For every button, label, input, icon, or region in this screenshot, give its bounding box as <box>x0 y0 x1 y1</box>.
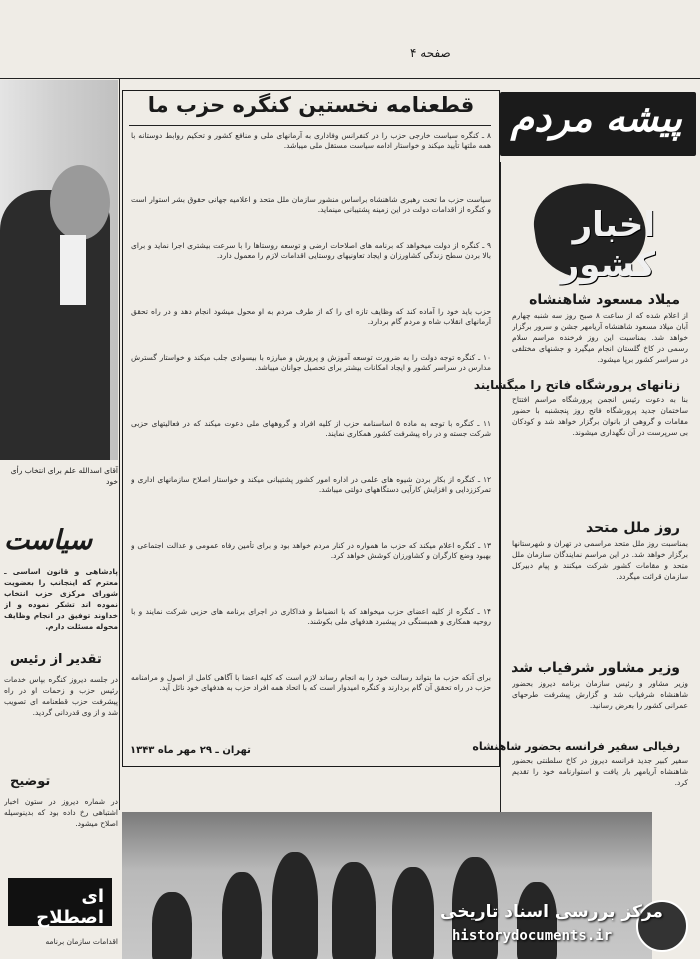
advertisement-box <box>8 878 112 926</box>
news-heading: رفیالی سفیر فرانسه بحضور شاهنشاه <box>472 740 680 753</box>
taqdir-title: تقدیر از رئیس <box>10 652 102 667</box>
resolution-paragraph: ۱۴ ـ کنگره از کلیه اعضای حزب میخواهد که با انضباط و فداکاری در اجرای برنامه های حزبی شرکت نمایند و با روحیه همکاری و همبستگی در پیشبرد هدفهای ملی بکوشند. <box>131 607 491 627</box>
watermark-title: مرکز بررسی اسناد تاریخی <box>440 902 663 922</box>
taqdir-text: در جلسه دیروز کنگره بپاس خدمات رئیس حزب و زحمات او در راه پیشرفت حزب قطعنامه ای تصویب شد و از وی قدردانی گردید. <box>4 675 118 717</box>
resolution-paragraph: ۱۰ ـ کنگره توجه دولت را به ضرورت توسعه آموزش و پرورش و مبارزه با بیسوادی جلب میکند و خواستار گسترش مدارس در سراسر کشور و ایجاد امکانات بیشتر برای تحصیل جوانان میباشد. <box>131 353 491 373</box>
title-rule <box>129 125 491 126</box>
portrait-photo <box>0 80 118 460</box>
banner-text: پیشه مردم <box>510 96 682 140</box>
resolution-paragraph: برای آنکه حزب ما بتواند رسالت خود را به انجام رساند لازم است که کلیه اعضا با آگاهی کامل از اصول و مرامنامه حزب در راه تحقق آن گام بردارند و کنگره امیدوار است که با اتحاد همه افراد حزب به هدفهای خود نائل آید. <box>131 673 491 693</box>
news-heading: میلاد مسعود شاهنشاه <box>529 292 680 308</box>
news-heading: روز ملل متحد <box>585 520 680 536</box>
section-banner <box>500 92 696 156</box>
tozih-text: در شماره دیروز در ستون اخبار اشتباهی رخ داده بود که بدینوسیله اصلاح میشود. <box>4 797 118 828</box>
photo-caption: آقای اسدالله علم برای انتخاب رأی خود <box>10 466 118 486</box>
news-heading: زنانهای پرورشگاه فاتح را میگشایند <box>473 378 680 392</box>
photo-shirt <box>60 235 86 305</box>
photo-figure <box>332 862 376 959</box>
photo-head <box>50 165 110 240</box>
watermark-url: historydocuments.ir <box>452 928 613 944</box>
resolution-date: تهران ـ ۲۹ مهر ماه ۱۳۴۳ <box>130 745 251 756</box>
footer-text: اقدامات سازمان برنامه <box>45 937 118 946</box>
siasat-text: پادشاهی و قانون اساسی ـ معترم که اینجانب را بعضویت شورای مرکزی حزب انتخاب نموده اند تشکر نموده و از خداوند توفیق در انجام وظایف محوله مسئلت دارم. <box>4 567 118 631</box>
column-divider-right <box>500 162 501 812</box>
resolution-paragraph: ۱۳ ـ کنگره اعلام میکند که حزب ما همواره در کنار مردم خواهد بود و برای تأمین رفاه عمومی و عدالت اجتماعی و بهبود وضع کارگران و کشاورزان کوشش خواهد کرد. <box>131 541 491 561</box>
news-text: وزیر مشاور و رئیس سازمان برنامه دیروز بحضور شاهنشاه شرفیاب شد و گزارش پیشرفت طرحهای عمرانی کشور را بعرض رسانید. <box>512 679 688 710</box>
top-rule <box>0 78 700 79</box>
photo-figure <box>392 867 434 959</box>
news-heading: وزیر مشاور شرفیاب شد <box>511 660 680 676</box>
photo-figure <box>222 872 262 959</box>
siasat-title: سیاست <box>4 525 93 556</box>
page-number: صفحه ۴ <box>410 46 451 60</box>
resolution-paragraph: ۸ ـ کنگره سیاست خارجی حزب را در کنفرانس وفاداری به آرمانهای ملی و منافع کشور و تحکیم روابط دوستانه با همه ملتها تأیید میکند و خواستار ادامه سیاست مستقل ملی میباشد. <box>131 131 491 151</box>
news-text: بمناسبت روز ملل متحد مراسمی در تهران و شهرستانها برگزار خواهد شد. در این مراسم نمایندگان سازمان ملل متحد و مقامات کشور شرکت میکنند و پیام دبیرکل سازمان قرائت میگردد. <box>512 539 688 581</box>
resolution-box <box>122 90 500 767</box>
column-divider-left <box>119 78 120 810</box>
news-text: سفیر کبیر جدید فرانسه دیروز در کاخ سلطنتی بحضور شاهنشاه آریامهر بار یافت و استوارنامه خود را تقدیم کرد. <box>512 756 688 787</box>
photo-figure <box>272 852 318 959</box>
resolution-paragraph: سیاست حزب ما تحت رهبری شاهنشاه براساس منشور سازمان ملل متحد و اعلامیه جهانی حقوق بشر استوار است و کنگره از اقدامات دولت در این زمینه پشتیبانی مینماید. <box>131 195 491 215</box>
tozih-title: توضیح <box>10 774 51 789</box>
resolution-paragraph: ۱۱ ـ کنگره با توجه به ماده ۵ اساسنامه حزب از کلیه افراد و گروههای ملی دعوت میکند که در فعالیتهای حزبی شرکت جسته و در راه پیشرفت کشور همکاری نمایند. <box>131 419 491 439</box>
resolution-title: قطعنامه نخستین کنگره حزب ما <box>147 93 475 117</box>
resolution-paragraph: ۱۲ ـ کنگره از بکار بردن شیوه های علمی در اداره امور کشور پشتیبانی میکند و خواستار اصلاح سازمانهای اداری و تمرکززدایی و افزایش کارآیی دستگاههای دولتی میباشد. <box>131 475 491 495</box>
resolution-paragraph: ۹ ـ کنگره از دولت میخواهد که برنامه های اصلاحات ارضی و توسعه روستاها را با سرعت بیشتری اجرا نماید و برای بالا بردن سطح زندگی کشاورزان و ایجاد تعاونیهای روستایی اقدامات لازم را معمول دارد. <box>131 241 491 261</box>
news-text: از اعلام شده که از ساعت ۸ صبح روز سه شنبه چهارم آبان میلاد مسعود شاهنشاه آریامهر جشن و سرور برگزار خواهد شد. بمناسبت این روز فرخنده مراسم سلام رسمی در کاخ گلستان انجام میگیرد و جشنهای مختلفی در سراسر کشور برپا میشود. <box>512 311 688 364</box>
akhbar-keshvar-logo <box>525 175 655 285</box>
resolution-paragraph: حزب باید خود را آماده کند که وظایف تازه ای را که از طرف مردم به او محول میشود انجام دهد و در راه تحقق آرمانهای انقلاب شاه و مردم گام بردارد. <box>131 307 491 327</box>
news-text: بنا به دعوت رئیس انجمن پرورشگاه مراسم افتتاح ساختمان جدید پرورشگاه فاتح روز پنجشنبه با حضور مقامات و گروهی از بانوان برگزار خواهد شد و کودکان بی سرپرست در آن نگهداری میشوند. <box>512 395 688 437</box>
logo-text: اخبار کشور <box>559 205 655 285</box>
ad-text: ای اصطلاح <box>36 886 104 928</box>
photo-figure <box>152 892 192 959</box>
